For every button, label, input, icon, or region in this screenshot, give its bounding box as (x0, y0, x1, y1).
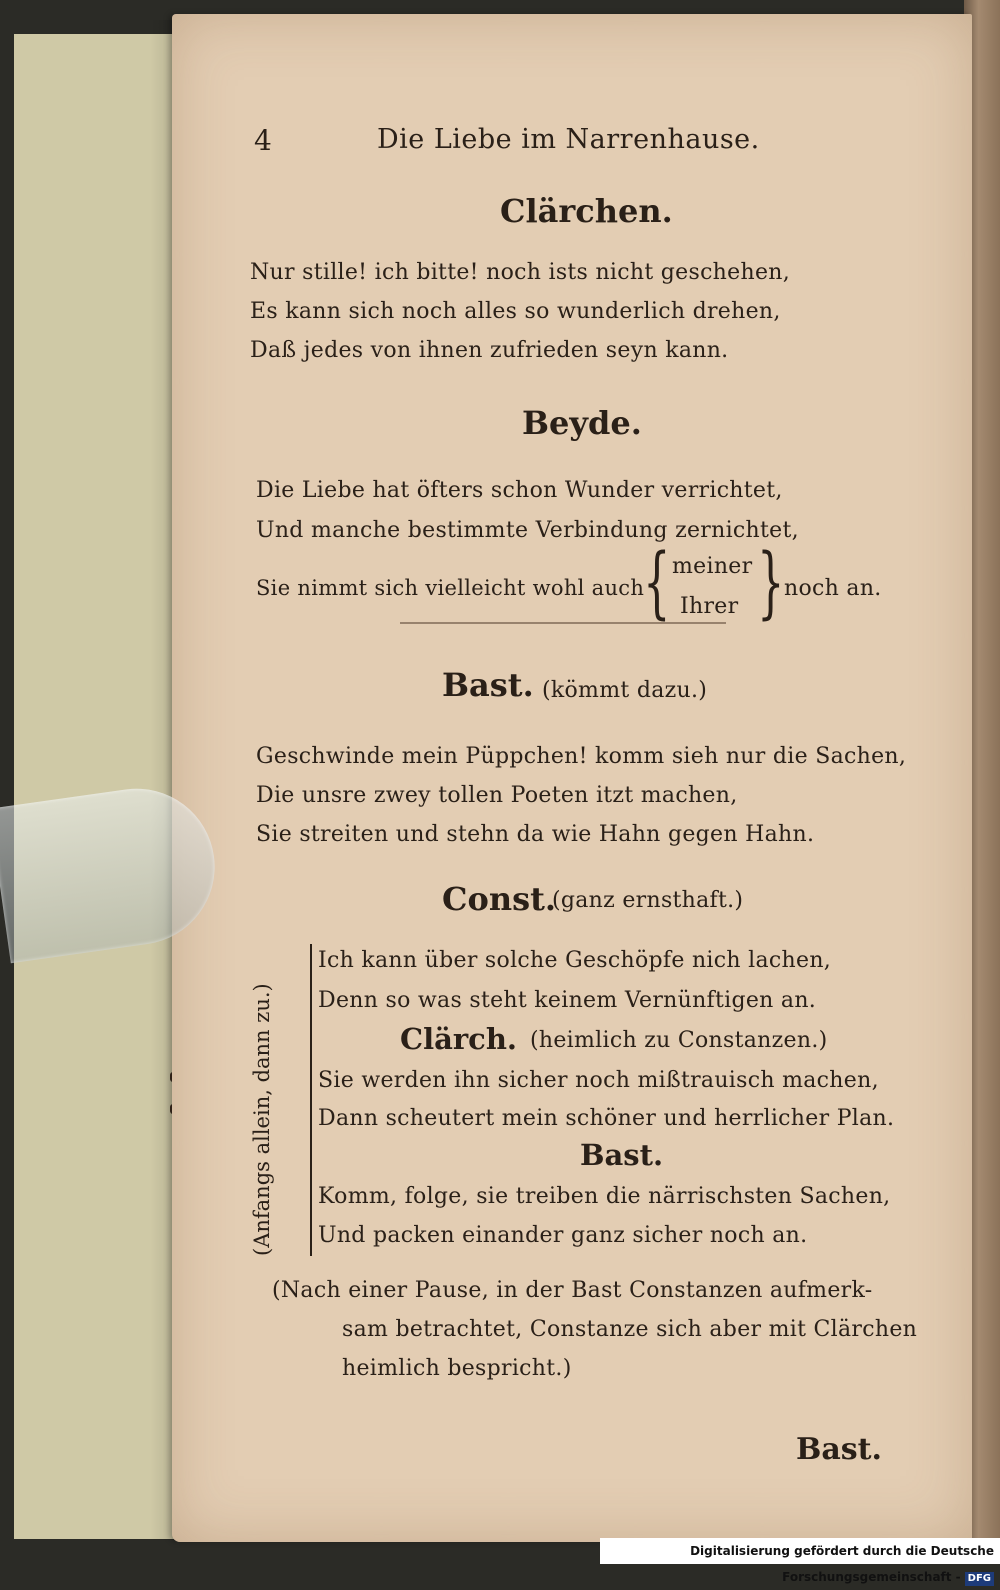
stage-direction: (heimlich zu Constanzen.) (530, 1028, 828, 1053)
choice-option: meiner (672, 554, 753, 579)
choice-option: Ihrer (680, 594, 739, 619)
verse-line: Dann scheutert mein schöner und herrlicher Plan. (318, 1106, 895, 1131)
catchword: Bast. (796, 1432, 882, 1467)
verse-line: Sie nimmt sich vielleicht wohl auch (256, 576, 645, 600)
verse-line: noch an. (784, 576, 882, 601)
left-brace: { (643, 538, 671, 628)
divider-rule (400, 622, 726, 624)
verse-line: Denn so was steht keinem Vernünftigen an. (318, 988, 817, 1013)
footer-text: Digitalisierung gefördert durch die Deutsche Forschungsgemeinschaft - (690, 1544, 994, 1584)
stage-direction-line: heimlich bespricht.) (342, 1356, 572, 1381)
speaker-name: Bast. (580, 1138, 664, 1172)
stage-direction: (kömmt dazu.) (542, 678, 708, 703)
verse-line: Ich kann über solche Geschöpfe nich lachen, (318, 948, 832, 973)
verse-line: Es kann sich noch alles so wunderlich drehen, (250, 299, 781, 324)
verse-line: Sie werden ihn sicher noch mißtrauisch machen, (318, 1068, 879, 1093)
stage-direction-line: sam betrachtet, Constanze sich aber mit Clärchen (342, 1317, 918, 1342)
verse-line: Die unsre zwey tollen Poeten itzt machen, (256, 783, 738, 808)
speaker-name: Bast. (442, 666, 534, 704)
right-brace: } (757, 538, 785, 628)
verse-line: Und packen einander ganz sicher noch an. (318, 1223, 808, 1248)
verse-line: Daß jedes von ihnen zufrieden seyn kann. (250, 338, 729, 363)
verse-line: Sie streiten und stehn da wie Hahn gegen Hahn. (256, 822, 815, 847)
dfg-logo: DFG (965, 1572, 994, 1586)
speaker-name: Clärch. (400, 1022, 518, 1056)
speaker-name: Clärchen. (500, 192, 673, 230)
digitization-footer (600, 1538, 1000, 1584)
book-page (172, 14, 972, 1542)
stage-direction: (ganz ernsthaft.) (552, 888, 744, 913)
margin-bar (310, 944, 312, 1256)
verse-line: Die Liebe hat öfters schon Wunder verrichtet, (256, 478, 783, 503)
margin-note: (Anfangs allein, dann zu.) (250, 983, 274, 1256)
speaker-name: Beyde. (522, 404, 642, 442)
page-number: 4 (254, 124, 273, 157)
running-title: Die Liebe im Narrenhause. (377, 124, 760, 155)
verse-line: Geschwinde mein Püppchen! komm sieh nur die Sachen, (256, 744, 907, 769)
speaker-name: Const. (442, 880, 557, 918)
verse-line: Und manche bestimmte Verbindung zernichtet, (256, 518, 799, 543)
verse-line: Nur stille! ich bitte! noch ists nicht geschehen, (250, 260, 791, 285)
verse-line: Komm, folge, sie treiben die närrischsten Sachen, (318, 1184, 891, 1209)
stage-direction-line: (Nach einer Pause, in der Bast Constanzen aufmerk- (272, 1278, 873, 1303)
